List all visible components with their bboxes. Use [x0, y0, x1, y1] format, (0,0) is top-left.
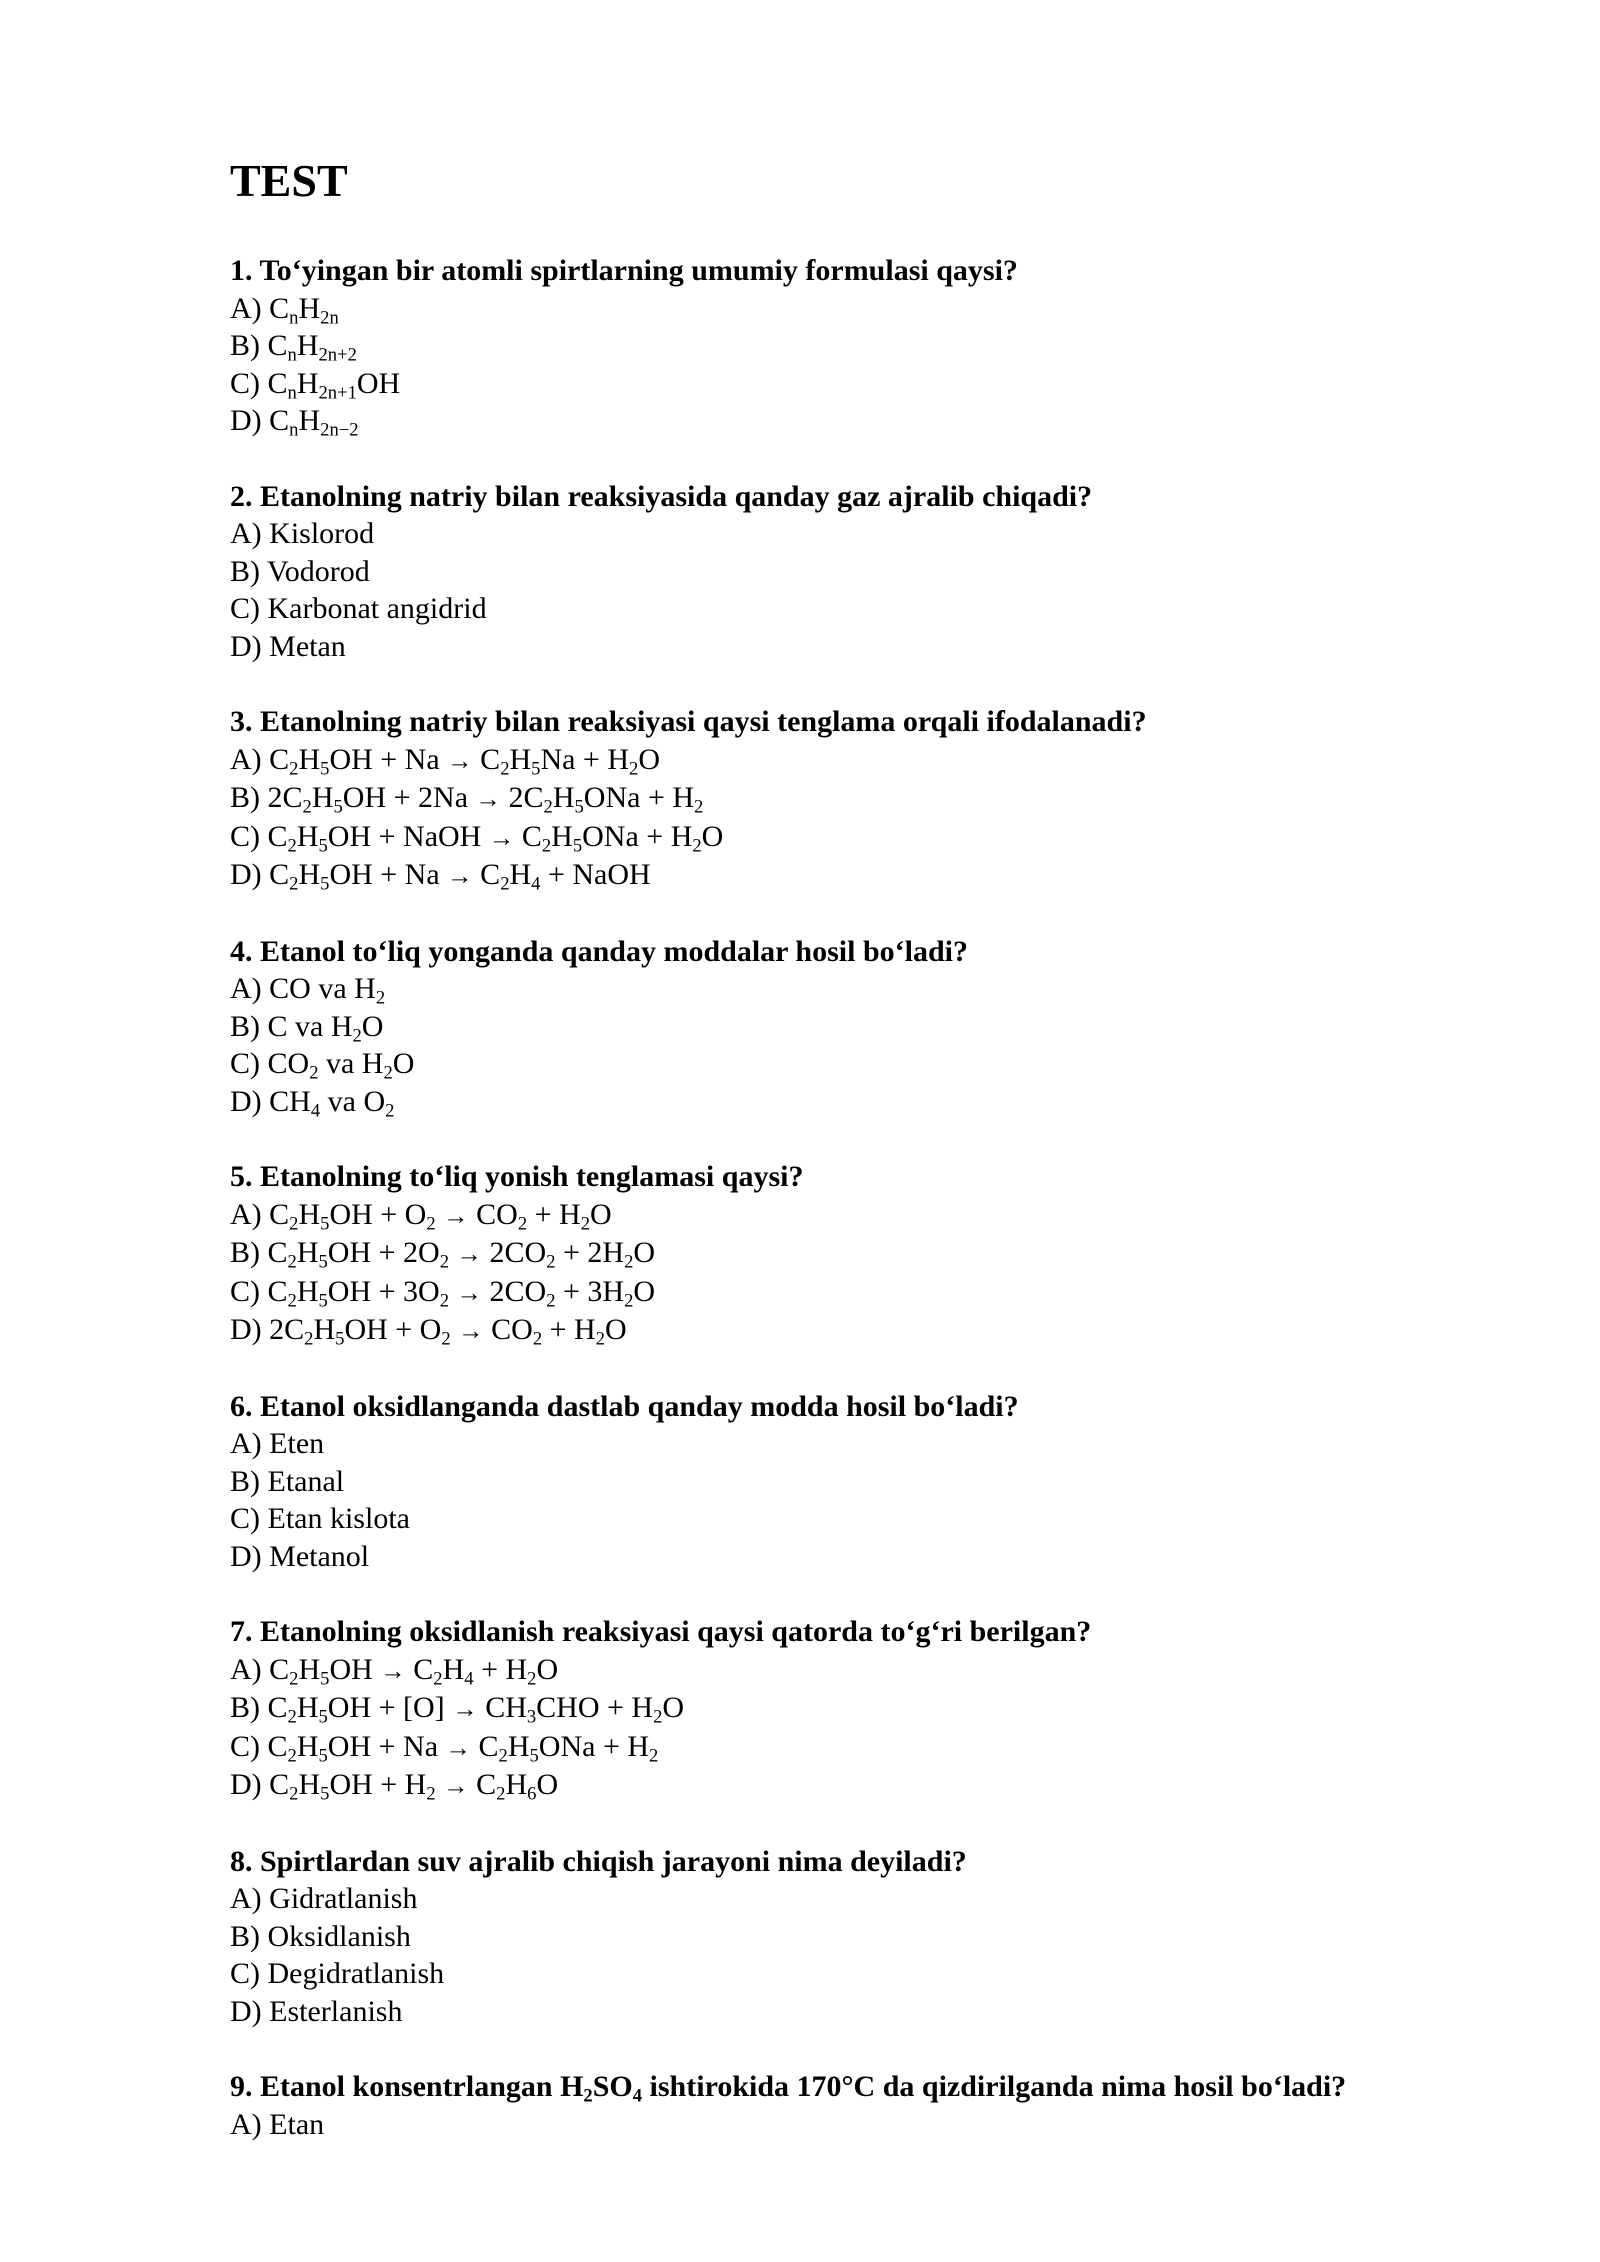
answer-option-d: D) $C_2H_5OH + H_2 \to C_2H_6O$ [230, 1768, 559, 1805]
question-text: 7. Etanolning oksidlanish reaksiyasi qaysi qatorda to‘g‘ri berilgan? [230, 1615, 1092, 1648]
answer-option-b: B) Etanal [230, 1464, 345, 1498]
test-page [230, 152, 1530, 2181]
question-text: 1. To‘yingan bir atomli spirtlarning umumiy formulasi qaysi? [230, 254, 1018, 287]
question-text: 3. Etanolning natriy bilan reaksiyasi qaysi tenglama orqali ifodalanadi? [230, 705, 1147, 738]
question-text: 6. Etanol oksidlanganda dastlab qanday modda hosil bo‘ladi? [230, 1389, 1019, 1423]
answer-option-a: A) Etan [230, 2107, 325, 2141]
question-4 [230, 933, 1530, 1121]
question-6 [230, 1388, 1530, 1576]
question-list [230, 252, 1530, 2143]
question-2 [230, 478, 1530, 666]
question-5 [230, 1158, 1530, 1350]
answer-option-b: B) $C_2H_5OH + 2O_2 \to 2CO_2 + 2H_2O$ [230, 1236, 656, 1273]
answer-option-d: D) $2C_2H_5OH + O_2 \to CO_2 + H_2O$ [230, 1313, 627, 1350]
answer-option-b: B) Vodorod [230, 554, 370, 588]
question-3 [230, 703, 1530, 895]
answer-option-a: A) Kislorod [230, 517, 375, 550]
page-title: TEST [230, 155, 348, 206]
answer-option-d: D) $C_2H_5OH + Na \to C_2H_4$ + NaOH [230, 858, 651, 895]
question-text: 8. Spirtlardan suv ajralib chiqish jarayoni nima deyiladi? [230, 1844, 967, 1878]
answer-option-a: A) $C_nH_{2n}$ [230, 291, 339, 329]
answer-option-b: B) $C_nH_{2n+2}$ [230, 329, 357, 366]
question-text: 9. Etanol konsentrlangan $H_2SO_4$ ishtirokida 170°C da qizdirilganda nima hosil bo‘ladi? [230, 2070, 1347, 2107]
answer-option-d: D) $CH_4$ va $O_2$ [230, 1084, 395, 1122]
answer-option-c: C) $C_2H_5OH + Na \to C_2H_5ONa + H_2$ [230, 1729, 659, 1767]
question-text: 4. Etanol to‘liq yonganda qanday moddalar hosil bo‘ladi? [230, 934, 968, 968]
answer-option-a: A) $C_2H_5OH + O_2 \to CO_2 + H_2O$ [230, 1197, 612, 1235]
answer-option-a: A) CO va $H_2$ [230, 972, 386, 1009]
answer-option-d: D) Metan [230, 629, 346, 663]
answer-option-c: C) $C_2H_5OH + 3O_2 \to 2CO_2 + 3H_2O$ [230, 1274, 656, 1312]
answer-option-c: C) $C_nH_{2n+1}OH$ [230, 366, 401, 404]
answer-option-b: B) Oksidlanish [230, 1919, 411, 1953]
question-7 [230, 1613, 1530, 1805]
question-1 [230, 252, 1530, 440]
answer-option-a: A) $C_2H_5OH + Na \to C_2H_5Na + H_2O$ [230, 742, 660, 780]
answer-option-d: D) Metanol [230, 1539, 370, 1573]
answer-option-a: A) $C_2H_5OH \to C_2H_4 + H_2O$ [230, 1652, 559, 1690]
answer-option-d: D) Esterlanish [230, 1994, 403, 2028]
answer-option-c: C) $CO_2$ va $H_2O$ [230, 1047, 415, 1084]
question-text: 2. Etanolning natriy bilan reaksiyasida qanday gaz ajralib chiqadi? [230, 479, 1093, 513]
answer-option-b: B) $2C_2H_5OH + 2Na \to 2C_2H_5ONa + H_2$ [230, 781, 704, 818]
answer-option-b: B) $C_2H_5OH + [O] \to CH_3CHO + H_2O$ [230, 1691, 685, 1728]
answer-option-d: D) $C_nH_{2n-2}$ [230, 404, 359, 441]
question-text: 5. Etanolning to‘liq yonish tenglamasi qaysi? [230, 1160, 804, 1193]
question-9 [230, 2068, 1530, 2143]
answer-option-b: B) C va $H_2O$ [230, 1009, 384, 1047]
answer-option-c: C) Etan kislota [230, 1502, 410, 1535]
answer-option-a: A) Eten [230, 1427, 325, 1460]
answer-option-a: A) Gidratlanish [230, 1882, 418, 1915]
answer-option-c: C) Karbonat angidrid [230, 592, 487, 625]
answer-option-c: C) Degidratlanish [230, 1957, 445, 1990]
question-8 [230, 1843, 1530, 2031]
answer-option-c: C) $C_2H_5OH$ + NaOH → $C_2H_5ONa + H_2O$ [230, 819, 724, 857]
